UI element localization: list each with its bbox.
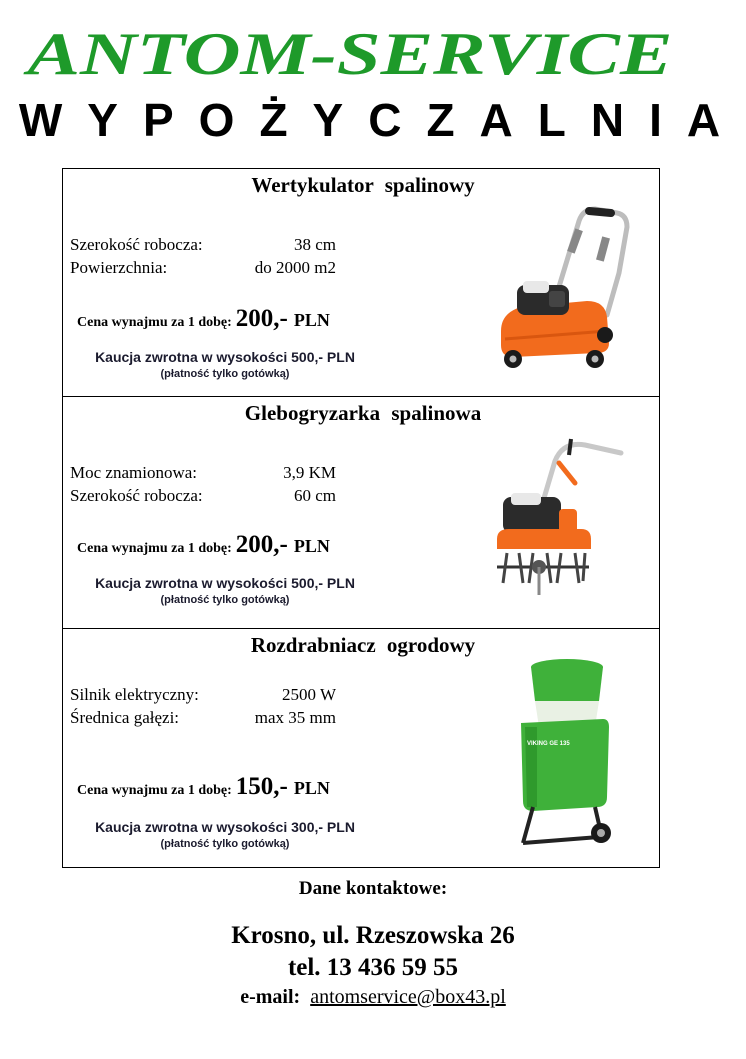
price-label: Cena wynajmu za 1 dobę:	[77, 541, 232, 556]
antom-service-logo	[0, 22, 746, 84]
address: Krosno, ul. Rzeszowska 26	[231, 922, 515, 949]
spec-value: 2500 W	[282, 685, 336, 704]
spec-value: 3,9 KM	[283, 463, 336, 482]
deposit-note: (płatność tylko gotówką)	[160, 368, 290, 380]
spec-label: Szerokość robocza:	[70, 235, 203, 254]
deposit-text: Kaucja zwrotna w wysokości 500,- PLN	[95, 349, 355, 365]
price-line	[77, 531, 330, 559]
scarifier-icon	[491, 203, 635, 371]
rental-item	[63, 397, 659, 629]
price-value: 200,-	[235, 305, 288, 332]
deposit-text: Kaucja zwrotna w wysokości 300,- PLN	[95, 819, 355, 835]
spec-value: do 2000 m2	[254, 258, 336, 277]
deposit-text: Kaucja zwrotna w wysokości 500,- PLN	[95, 575, 355, 591]
price-value: 200,-	[235, 531, 288, 558]
rental-table	[62, 168, 660, 868]
deposit-note: (płatność tylko gotówką)	[160, 594, 290, 606]
deposit-note: (płatność tylko gotówką)	[160, 838, 290, 850]
email-label: e-mail:	[240, 986, 301, 1008]
shredder-model-label: VIKING GE 135	[527, 741, 570, 747]
price-value: 150,-	[235, 773, 288, 800]
spec-label: Silnik elektryczny:	[70, 685, 199, 704]
spec-label: Szerokość robocza:	[70, 486, 203, 505]
item-spec	[70, 461, 336, 484]
email-line	[0, 986, 746, 1009]
item-name: Rozdrabniacz ogrodowy	[250, 633, 476, 657]
contact-details	[0, 920, 746, 984]
price-label: Cena wynajmu za 1 dobę:	[77, 783, 232, 798]
item-name: Glebogryzarka spalinowa	[244, 401, 482, 425]
price-label: Cena wynajmu za 1 dobę:	[77, 315, 232, 330]
spec-label: Średnica gałęzi:	[70, 708, 180, 727]
deposit-info	[77, 575, 373, 609]
item-spec	[70, 683, 336, 706]
spec-label: Moc znamionowa:	[70, 463, 197, 482]
garden-shredder-icon	[503, 657, 615, 853]
item-spec	[70, 256, 336, 279]
rental-item	[63, 169, 659, 397]
item-name: Wertykulator spalinowy	[251, 173, 475, 197]
item-spec	[70, 484, 336, 507]
page-title: WYPOŻYCZALNIA	[18, 94, 746, 146]
spec-value: max 35 mm	[254, 708, 336, 727]
spec-value: 38 cm	[293, 235, 336, 254]
price-line	[77, 773, 330, 801]
price-currency: PLN	[293, 778, 330, 798]
deposit-info	[77, 819, 373, 853]
email-link[interactable]: antomservice@box43.pl	[310, 986, 506, 1008]
phone: tel. 13 436 59 55	[287, 954, 459, 981]
logo-text: ANTOM-SERVICE	[22, 22, 673, 84]
rental-item	[63, 629, 659, 867]
spec-value: 60 cm	[293, 486, 336, 505]
deposit-info	[77, 349, 373, 383]
price-line	[77, 305, 330, 333]
price-currency: PLN	[293, 310, 330, 330]
tiller-icon	[489, 433, 633, 603]
spec-label: Powierzchnia:	[70, 258, 168, 277]
contact-heading: Dane kontaktowe:	[298, 878, 448, 899]
item-spec	[70, 233, 336, 256]
price-currency: PLN	[293, 536, 330, 556]
item-spec	[70, 706, 336, 729]
